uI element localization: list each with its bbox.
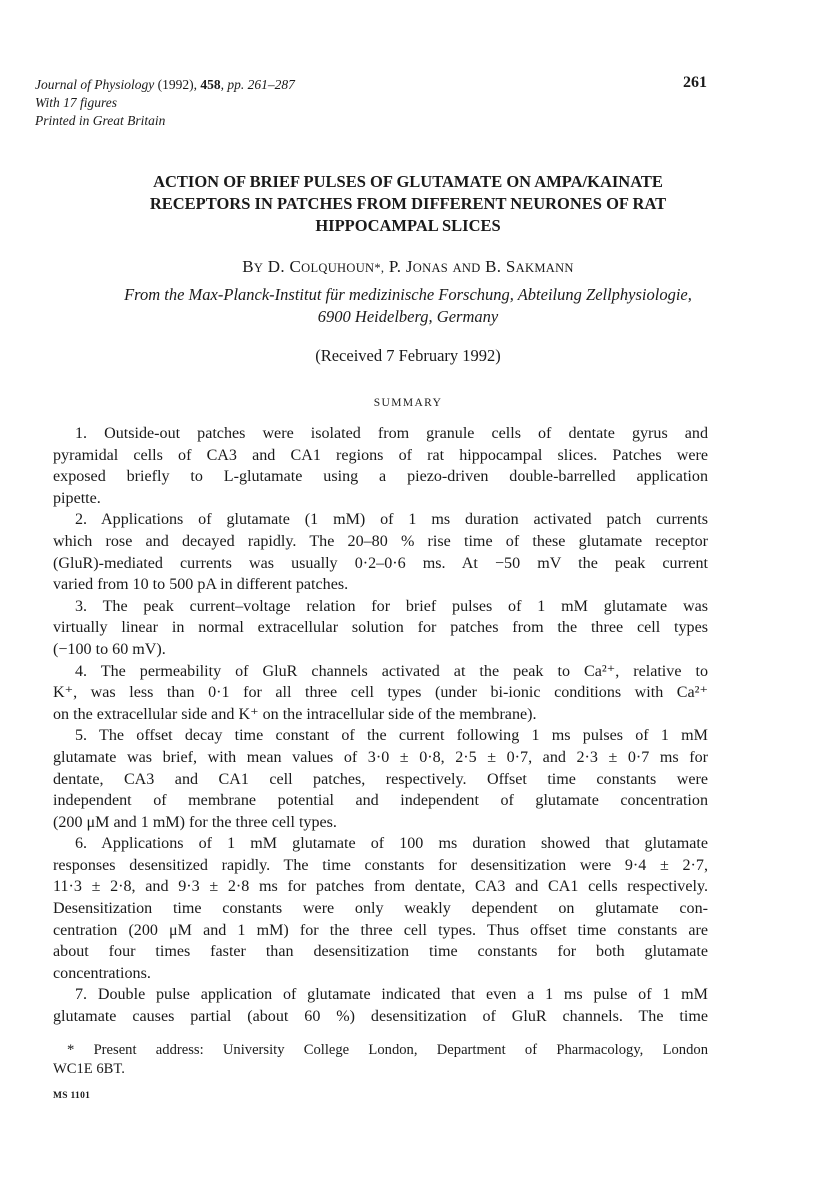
affiliation-line: From the Max-Planck-Institut für medizinische Forschung, Abteilung Zellphysiologie, [124,285,692,304]
summary-line: Desensitization time constants were only weakly dependent on glutamate con- [53,900,708,918]
summary-line: 1. Outside-out patches were isolated from granule cells of dentate gyrus and [75,425,708,442]
summary-line: dentate, CA3 and CA1 cell patches, respectively. Offset time constants were [53,770,708,788]
footnote-line: * Present address: University College London, Department of Pharmacology, London [67,1042,708,1058]
summary-line: virtually linear in normal extracellular solution for patches from the three cell types [53,619,708,637]
printed-note: Printed in Great Britain [35,113,166,128]
summary-line: pyramidal cells of CA3 and CA1 regions of rat hippocampal slices. Patches were [53,446,708,464]
journal-year: (1992), [154,77,201,92]
summary-heading: SUMMARY [373,397,443,409]
summary-line: varied from 10 to 500 pA in different patches. [53,576,349,594]
title-line: HIPPOCAMPAL SLICES [315,216,501,235]
journal-line [35,76,295,94]
summary-body [53,423,708,1028]
summary-line: 7. Double pulse application of glutamate indicated that even a 1 ms pulse of 1 mM [75,986,708,1004]
summary-line: 4. The permeability of GluR channels activated at the peak to Ca²⁺, relative to [75,662,708,680]
received-text: (Received 7 February 1992) [315,346,501,365]
summary-line: which rose and decayed rapidly. The 20–80 % rise time of these glutamate receptor [53,532,708,550]
journal-pages: , pp. 261–287 [220,77,295,92]
summary-line: (−100 to 60 mV). [53,640,166,658]
summary-paragraph [53,833,708,984]
manuscript-code: MS 1101 [53,1091,91,1101]
footnote-line: WC1E 6BT. [53,1061,125,1077]
article-title [60,171,756,237]
journal-name: Journal of Physiology [35,77,155,92]
journal-citation [35,76,295,130]
summary-line: about four times faster than desensitization time constants for both glutamate [53,943,708,961]
affiliation [60,284,756,328]
summary-paragraph [53,725,708,833]
summary-paragraph [53,596,708,661]
summary-line: concentrations. [53,964,151,982]
page-number: 261 [683,74,707,91]
summary-line: (GluR)-mediated currents was usually 0·2–0·6 ms. At −50 mV the peak current [53,554,708,572]
summary-paragraph [53,423,708,509]
received-date [0,346,816,366]
figures-note: With 17 figures [35,95,118,110]
journal-volume: 458 [200,77,221,92]
title-line: ACTION OF BRIEF PULSES OF GLUTAMATE ON AMPA/KAINATE [153,172,663,191]
summary-line: 11·3 ± 2·8, and 9·3 ± 2·8 ms for patches from dentate, CA3 and CA1 cells respectively. [53,878,708,896]
summary-line: glutamate was brief, with mean values of 3·0 ± 0·8, 2·5 ± 0·7, and 2·3 ± 0·7 ms for [53,748,708,766]
summary-line: pipette. [53,489,101,507]
summary-line: exposed briefly to L-glutamate using a piezo-driven double-barrelled application [53,468,708,486]
summary-line: centration (200 μM and 1 mM) for the three cell types. Thus offset time constants are [53,921,708,939]
summary-line: 2. Applications of glutamate (1 mM) of 1 ms duration activated patch currents [75,511,708,529]
summary-line: (200 μM and 1 mM) for the three cell types. [53,813,337,831]
authors-text: BY D. COLQUHOUN*, P. JONAS AND B. SAKMANN [242,257,574,276]
summary-line: on the extracellular side and K⁺ on the intracellular side of the membrane). [53,705,537,723]
affiliation-line: 6900 Heidelberg, Germany [317,307,499,326]
title-line: RECEPTORS IN PATCHES FROM DIFFERENT NEURONES OF RAT [149,194,667,213]
summary-paragraph [53,509,708,595]
footnote [53,1041,708,1079]
summary-line: responses desensitized rapidly. The time constants for desensitization were 9·4 ± 2·7, [53,856,708,874]
summary-paragraph [53,661,708,726]
summary-line: 6. Applications of 1 mM glutamate of 100 ms duration showed that glutamate [75,835,708,853]
summary-line: 3. The peak current–voltage relation for brief pulses of 1 mM glutamate was [75,597,708,615]
summary-paragraph [53,984,708,1027]
summary-line: glutamate causes partial (about 60 %) desensitization of GluR channels. The time [53,1008,708,1026]
authors [0,257,816,277]
summary-line: 5. The offset decay time constant of the current following 1 ms pulses of 1 mM [75,727,708,745]
summary-line: K⁺, was less than 0·1 for all three cell types (under bi-ionic conditions with Ca²⁺ [53,684,708,702]
summary-line: independent of membrane potential and independent of glutamate concentration [53,792,708,810]
